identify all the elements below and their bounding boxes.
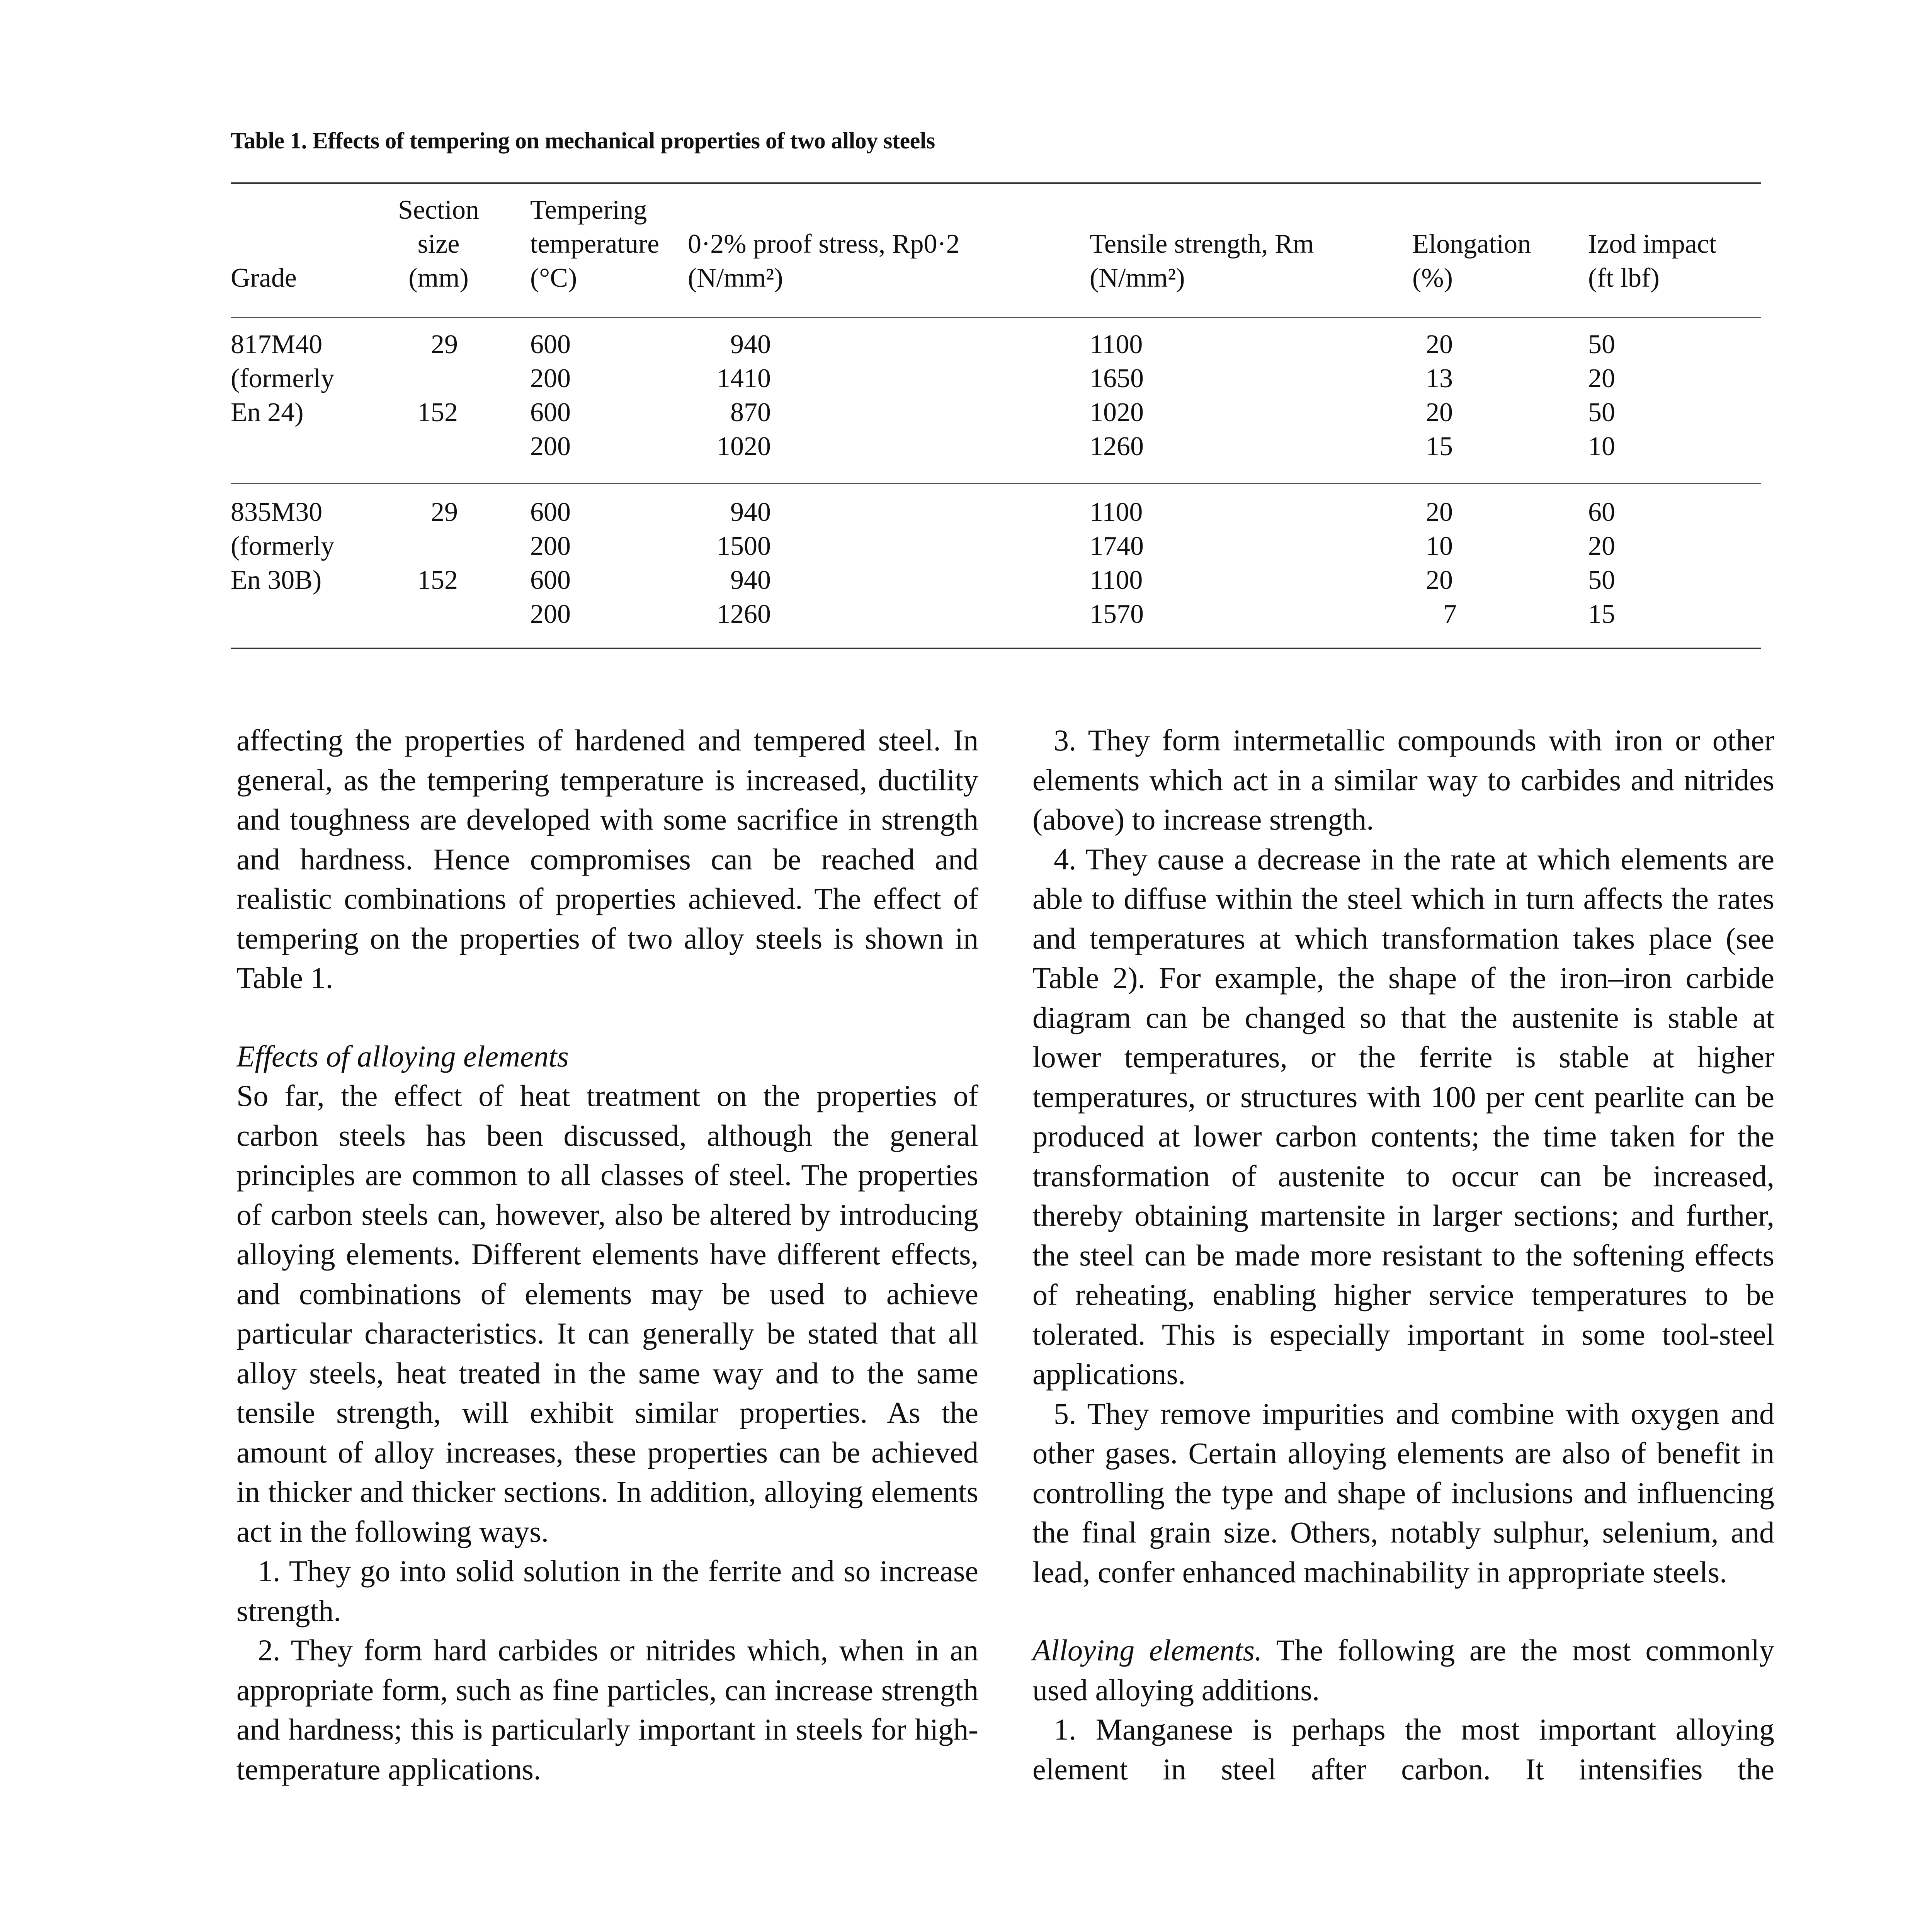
t1-izod: 50 (1588, 565, 1615, 595)
t1-header-tensile: Tensile strength, Rm (1090, 229, 1314, 259)
t1-temp: 600 (530, 565, 571, 595)
list-item: 3. They form intermetallic compounds with iron or other elements which act in a similar way to carbides and nitrides (above) to increase strength. (1032, 723, 1774, 836)
t1-proof: 1260 (717, 599, 771, 629)
t1-tensile: 1100 (1090, 497, 1143, 527)
list-item: 2. They form hard carbides or nitrides which, when in an appropriate form, such as fine particles, can increase strength and hardness; this is particularly important in steels for high-temperature applications. (236, 1633, 978, 1786)
t1-elongation: 20 (1426, 565, 1453, 595)
t1-izod: 50 (1588, 330, 1615, 359)
t1-elongation: 10 (1426, 531, 1453, 561)
t1-header-proof: (N/mm²) (688, 263, 783, 293)
t1-tensile: 1650 (1090, 364, 1144, 393)
body-paragraph: affecting the properties of hardened and tempered steel. In general, as the tempering temperature is increased, ductility and toughness are developed with some sacrifice in strength and hardness. Hence compromises can be reached and realistic combinations of properties achieved. The effect of tempering on the properties of two alloy steels is shown in Table 1. (236, 723, 978, 995)
t1-temp: 600 (530, 497, 571, 527)
t1-grade: En 30B) (231, 565, 322, 595)
table1-bottom-rule (231, 648, 1761, 649)
t1-grade: (formerly (231, 531, 335, 561)
t1-header-section: size (417, 229, 460, 259)
t1-izod: 20 (1588, 364, 1615, 393)
t1-tensile: 1740 (1090, 531, 1144, 561)
t1-header-izod: (ft lbf) (1588, 263, 1660, 293)
t1-tensile: 1570 (1090, 599, 1144, 629)
t1-elongation: 7 (1443, 599, 1457, 629)
t1-temp: 200 (530, 531, 571, 561)
t1-tensile: 1100 (1090, 565, 1143, 595)
t1-header-section: (mm) (408, 263, 469, 293)
body-paragraph: So far, the effect of heat treatment on the properties of carbon steels has been discussed, although the general principles are common to all classes of steel. The properties of carbon steels can, however, also be altered by introducing alloying elements. Different elements have different effects, and combinations of elements may be used to achieve particular characteristics. It can generally be stated that all alloy steels, heat treated in the same way and to the same tensile strength, will exhibit similar properties. As the amount of alloy increases, these properties can be achieved in thicker and thicker sections. In addition, alloying elements act in the following ways. (236, 1079, 978, 1548)
t1-izod: 10 (1588, 432, 1615, 461)
t1-temp: 200 (530, 432, 571, 461)
t1-izod: 20 (1588, 531, 1615, 561)
t1-proof: 870 (730, 398, 771, 427)
t1-section: 152 (417, 398, 458, 427)
section-heading: Alloying elements. (1032, 1633, 1262, 1667)
t1-section: 29 (431, 330, 458, 359)
t1-grade: 817M40 (231, 330, 323, 359)
t1-temp: 600 (530, 398, 571, 427)
t1-izod: 60 (1588, 497, 1615, 527)
body-paragraph (1032, 1631, 1774, 1710)
t1-temp: 600 (530, 330, 571, 359)
right-column (1032, 721, 1774, 1789)
t1-proof: 1020 (717, 432, 771, 461)
t1-temp: 200 (530, 599, 571, 629)
t1-elongation: 13 (1426, 364, 1453, 393)
list-item: 4. They cause a decrease in the rate at which elements are able to diffuse within the steel which in turn affects the rates and temperatures at which transformation takes place (see Table 2). For example, the shape of the iron–iron carbide diagram can be changed so that the austenite is stable at lower temperatures, or the ferrite is stable at higher temperatures, or structures with 100 per cent pearlite can be produced at lower carbon contents; the time taken for the transformation of austenite to occur can be increased, thereby obtaining martensite in larger sections; and further, the steel can be made more resistant to the softening effects of reheating, enabling higher service temperatures to be tolerated. This is especially important in some tool-steel applications. (1032, 842, 1774, 1391)
table1-top-rule (231, 182, 1761, 184)
t1-proof: 940 (730, 565, 771, 595)
t1-grade: (formerly (231, 364, 335, 393)
t1-temp: 200 (530, 364, 571, 393)
t1-izod: 50 (1588, 398, 1615, 427)
list-item: 1. Manganese is perhaps the most important alloying element in steel after carbon. It intensifies the (1032, 1713, 1774, 1786)
t1-tensile: 1260 (1090, 432, 1144, 461)
t1-tensile: 1100 (1090, 330, 1143, 359)
t1-header-tempering: Tempering (530, 195, 647, 225)
t1-section: 29 (431, 497, 458, 527)
t1-grade: En 24) (231, 398, 304, 427)
t1-proof: 1410 (717, 364, 771, 393)
t1-header-elongation: (%) (1412, 263, 1453, 293)
t1-proof: 940 (730, 330, 771, 359)
body-text: The following are the most commonly used alloying additions. (1032, 1633, 1775, 1707)
t1-header-izod: Izod impact (1588, 229, 1717, 259)
list-item: 5. They remove impurities and combine with oxygen and other gases. Certain alloying elements are also of benefit in controlling the type and shape of inclusions and influencing the final grain size. Others, notably sulphur, selenium, and lead, confer enhanced machinability in appropriate steels. (1032, 1396, 1774, 1589)
t1-elongation: 15 (1426, 432, 1453, 461)
t1-header-elongation: Elongation (1412, 229, 1531, 259)
t1-elongation: 20 (1426, 497, 1453, 527)
t1-proof: 1500 (717, 531, 771, 561)
section-heading: Effects of alloying elements (236, 1039, 569, 1073)
list-item: 1. They go into solid solution in the ferrite and so increase strength. (236, 1554, 978, 1628)
t1-header-tensile: (N/mm²) (1090, 263, 1185, 293)
table1-header-rule (231, 317, 1761, 318)
t1-grade: 835M30 (231, 497, 323, 527)
t1-header-proof: 0·2% proof stress, Rp0·2 (688, 229, 960, 259)
t1-header-tempering: temperature (530, 229, 660, 259)
t1-proof: 940 (730, 497, 771, 527)
t1-tensile: 1020 (1090, 398, 1144, 427)
left-column (236, 721, 978, 1789)
t1-section: 152 (417, 565, 458, 595)
t1-header-tempering: (°C) (530, 263, 577, 293)
t1-elongation: 20 (1426, 330, 1453, 359)
t1-izod: 15 (1588, 599, 1615, 629)
t1-header-section: Section (398, 195, 479, 225)
t1-elongation: 20 (1426, 398, 1453, 427)
table1-caption: Table 1. Effects of tempering on mechanical properties of two alloy steels (231, 128, 935, 153)
t1-header-grade: Grade (231, 263, 297, 293)
table1-group-rule (231, 483, 1761, 484)
